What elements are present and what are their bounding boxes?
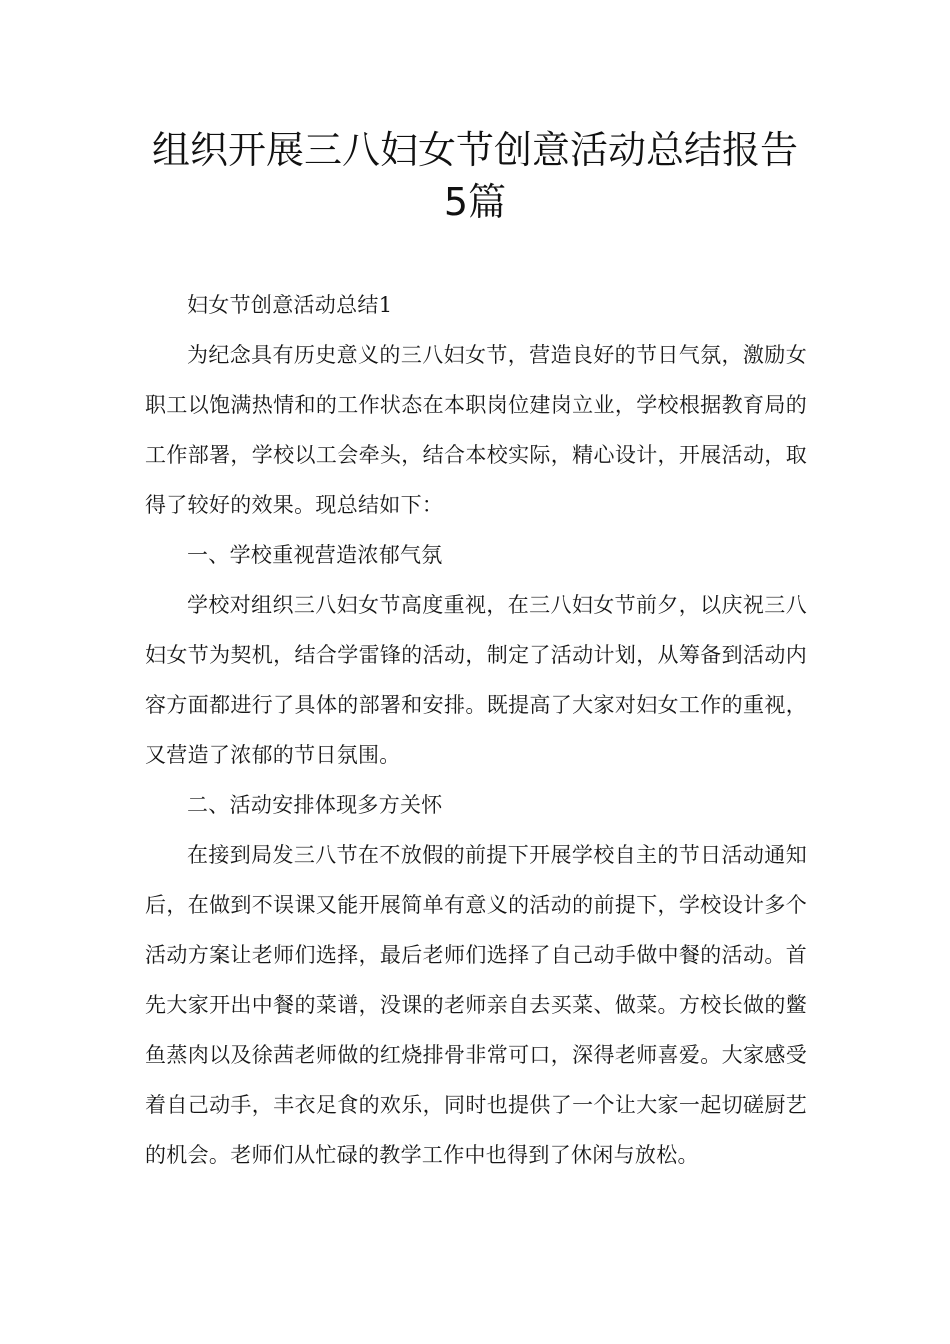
title-line-1: 组织开展三八妇女节创意活动总结报告 (151, 128, 798, 172)
intro-paragraph: 为纪念具有历史意义的三八妇女节，营造良好的节日气氛，激励女职工以饱满热情和的工作状态在本职岗位建岗立业，学校根据教育局的工作部署，学校以工会牵头，结合本校实际，精心设计，开展活动，取得了较好的效果。现总结如下： (145, 343, 807, 517)
section-heading-summary-1: 妇女节创意活动总结1 (187, 293, 393, 317)
document-body (145, 280, 807, 1180)
section-heading-1: 一、学校重视营造浓郁气氛 (187, 543, 443, 567)
document-title (100, 124, 850, 228)
title-line-2: 5篇 (443, 180, 507, 224)
section-1-paragraph: 学校对组织三八妇女节高度重视，在三八妇女节前夕，以庆祝三八妇女节为契机，结合学雷锋的活动，制定了活动计划，从筹备到活动内容方面都进行了具体的部署和安排。既提高了大家对妇女工作的重视，又营造了浓郁的节日氛围。 (145, 593, 807, 767)
section-2-paragraph: 在接到局发三八节在不放假的前提下开展学校自主的节日活动通知后，在做到不误课又能开展简单有意义的活动的前提下，学校设计多个活动方案让老师们选择，最后老师们选择了自己动手做中餐的活动。首先大家开出中餐的菜谱，没课的老师亲自去买菜、做菜。方校长做的鳖鱼蒸肉以及徐茜老师做的红烧排骨非常可口，深得老师喜爱。大家感受着自己动手，丰衣足食的欢乐，同时也提供了一个让大家一起切磋厨艺的机会。老师们从忙碌的教学工作中也得到了休闲与放松。 (145, 843, 807, 1167)
section-heading-2: 二、活动安排体现多方关怀 (187, 793, 443, 817)
